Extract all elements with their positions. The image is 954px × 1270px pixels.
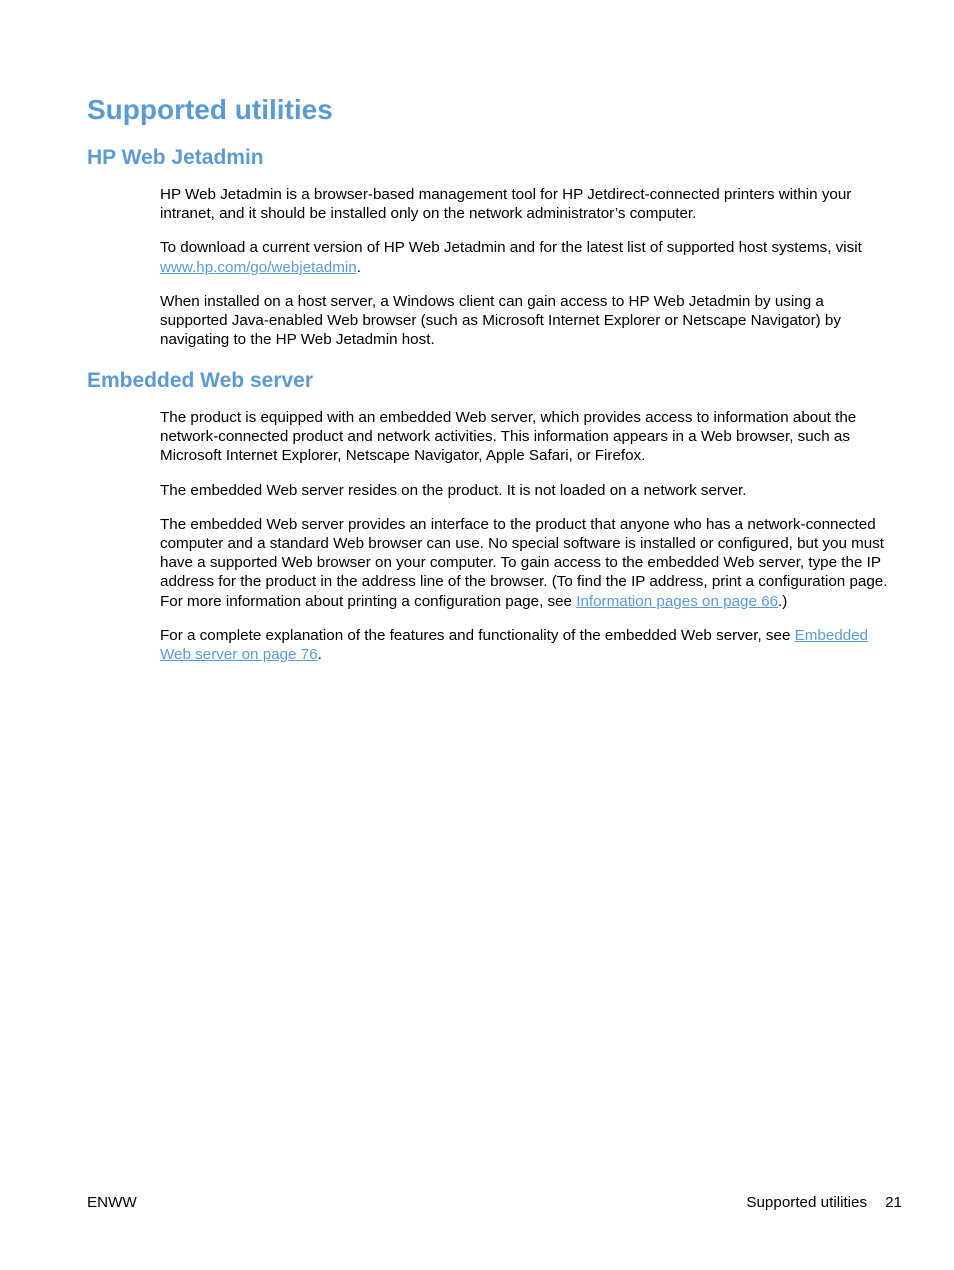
embedded-web-server-link[interactable]: Embedded Web server on page 76 [160, 626, 869, 664]
footer-left-label: ENWW [87, 1194, 137, 1211]
jetadmin-p2-text: To download a current version of HP Web Jetadmin and for the latest list of supported host systems, visit [160, 239, 862, 257]
jetadmin-paragraph-1: HP Web Jetadmin is a browser-based management tool for HP Jetdirect-connected printers within your intranet, and it should be installed only on the network administrator’s computer. [160, 186, 852, 223]
page-title: Supported utilities [87, 94, 333, 125]
heading-embedded-web-server: Embedded Web server [87, 369, 314, 392]
ews-p4-end: . [317, 646, 322, 664]
ews-paragraph-3 [160, 515, 888, 611]
webjetadmin-link[interactable]: www.hp.com/go/webjetadmin [160, 258, 357, 276]
ews-paragraph-4 [160, 626, 888, 664]
ews-p4-text: For a complete explanation of the features and functionality of the embedded Web server, see [160, 626, 795, 644]
heading-hp-web-jetadmin: HP Web Jetadmin [87, 146, 264, 169]
ews-paragraph-2: The embedded Web server resides on the product. It is not loaded on a network server. [160, 481, 747, 499]
jetadmin-paragraph-3: When installed on a host server, a Windows client can gain access to HP Web Jetadmin by using a supported Java-enabled Web browser (such as Microsoft Internet Explorer or Netscape Navigator) by navigating to the HP Web Jetadmin host. [160, 292, 841, 349]
footer-right [746, 1193, 902, 1212]
ews-paragraph-1: The product is equipped with an embedded Web server, which provides access to information about the network-connected product and network activities. This information appears in a Web browser, such as Microsoft Internet Explorer, Netscape Navigator, Apple Safari, or Firefox. [160, 409, 857, 465]
ews-p3-end: .) [778, 592, 788, 610]
information-pages-link[interactable]: Information pages on page 66 [576, 592, 779, 610]
ews-section-body [160, 408, 888, 679]
jetadmin-p2-end: . [356, 258, 361, 276]
footer-section-title: Supported utilities [746, 1194, 868, 1211]
jetadmin-section-body [160, 185, 888, 364]
jetadmin-paragraph-2 [160, 238, 888, 276]
ews-p3-text: The embedded Web server provides an interface to the product that anyone who has a network-connected computer and a standard Web browser can use. No special software is installed or configured, but you must have a supported Web browser on your computer. To gain access to the embedded Web server, type the IP address for the product in the address line of the browser. (To find the IP address, print a configuration page. For more information about printing a configuration page, see [160, 515, 888, 610]
page-number: 21 [885, 1194, 902, 1211]
